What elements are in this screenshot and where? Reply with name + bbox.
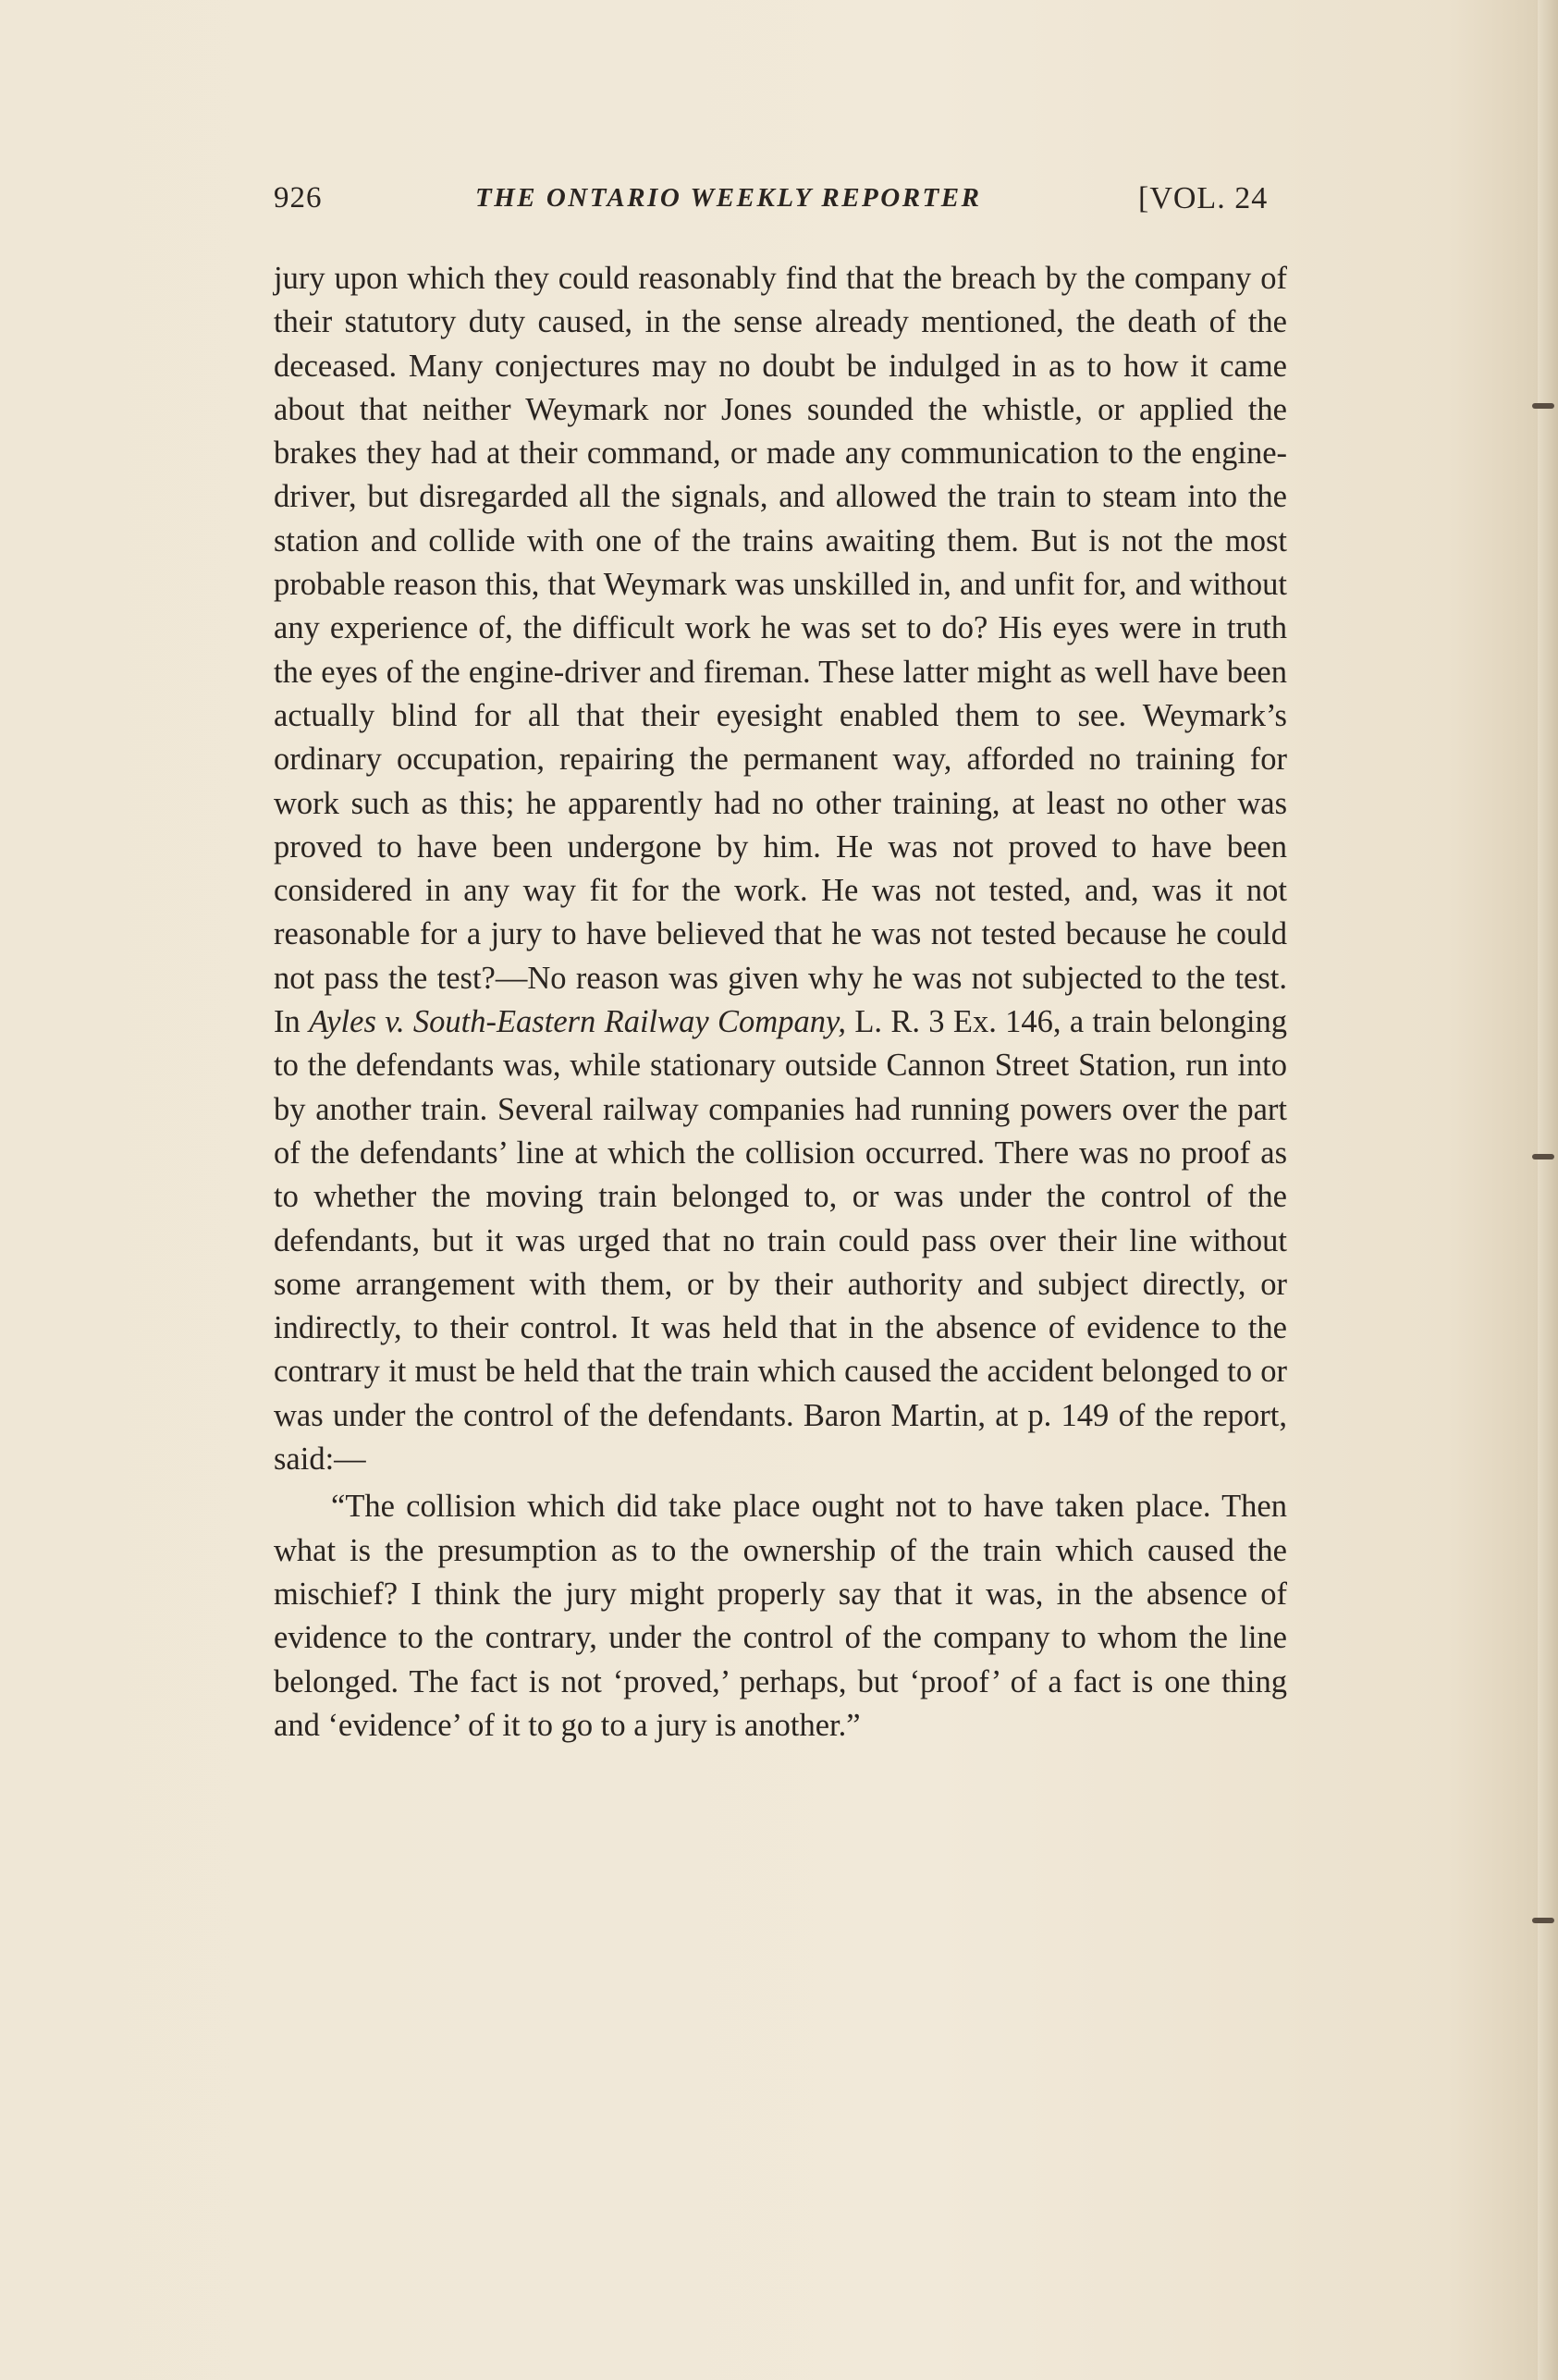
case-citation: Ayles v. South-Eastern Railway Company, xyxy=(309,1004,846,1040)
volume-label: [VOL. 24 xyxy=(1138,181,1269,215)
journal-title: THE ONTARIO WEEKLY REPORTER xyxy=(475,183,982,213)
paragraph-text: jury upon which they could reasonably find that the breach by the company of their statutory duty caused, in the sense already mentioned, the death of the deceased. Many conjectures may no doubt be indulged in as to how it came about that neither Weymark nor Jones sounded the whistle, or applied the brakes they had at their command, or made any communication to the engine-driver, but disregarded all the signals, and allowed the train to steam into the station and collide with one of the trains awaiting them. But is not the most probable reason this, that Weymark was unskilled in, and unfit for, and without any experience of, the difficult work he was set to do? His eyes were in truth the eyes of the engine-driver and fireman. These latter might as well have been actually blind for all that their eyesight enabled them to see. Weymark’s ordinary occupation, repairing the permanent way, afforded no training for work such as this; he apparently had no other training, at least no other was proved to have been undergone by him. He was not proved to have been considered in any way fit for the work. He was not tested, and, was it not reasonable for a jury to have believed that he was not tested because he could not pass the test?—No reason was given why he was not subjected to the test. In xyxy=(274,261,1287,1040)
edge-mark xyxy=(1532,1154,1554,1159)
paragraph xyxy=(274,257,1287,1481)
page-number: 926 xyxy=(274,181,323,215)
running-head xyxy=(274,178,1282,233)
edge-mark xyxy=(1532,1918,1554,1923)
edge-mark xyxy=(1532,403,1554,409)
block-quote: “The collision which did take place ought not to have taken place. Then what is the presumption as to the ownership of the train which caused the mischief? I think the jury might properly say that it was, in the absence of evidence to the contrary, under the control of the company to whom the line belonged. The fact is not ‘proved,’ perhaps, but ‘proof’ of a fact is one thing and ‘evidence’ of it to go to a jury is another.” xyxy=(274,1489,1287,1743)
paragraph-text: L. R. 3 Ex. 146, a train belonging to the defendants was, while stationary outside Cannon Street Station, run into by another train. Several railway companies had running powers over the part of the defendants’ line at which the collision occurred. There was no proof as to whether the moving train belonged to, or was under the control of the defendants, but it was urged that no train could pass over their line without some arrangement with them, or by their authority and subject directly, or indirectly, to their control. It was held that in the absence of evidence to the contrary it must be held that the train which caused the accident belonged to or was under the control of the defendants. Baron Martin, at p. 149 of the report, said:— xyxy=(274,1004,1287,1478)
page-edge xyxy=(1538,0,1558,2380)
body-text xyxy=(274,257,1287,1748)
